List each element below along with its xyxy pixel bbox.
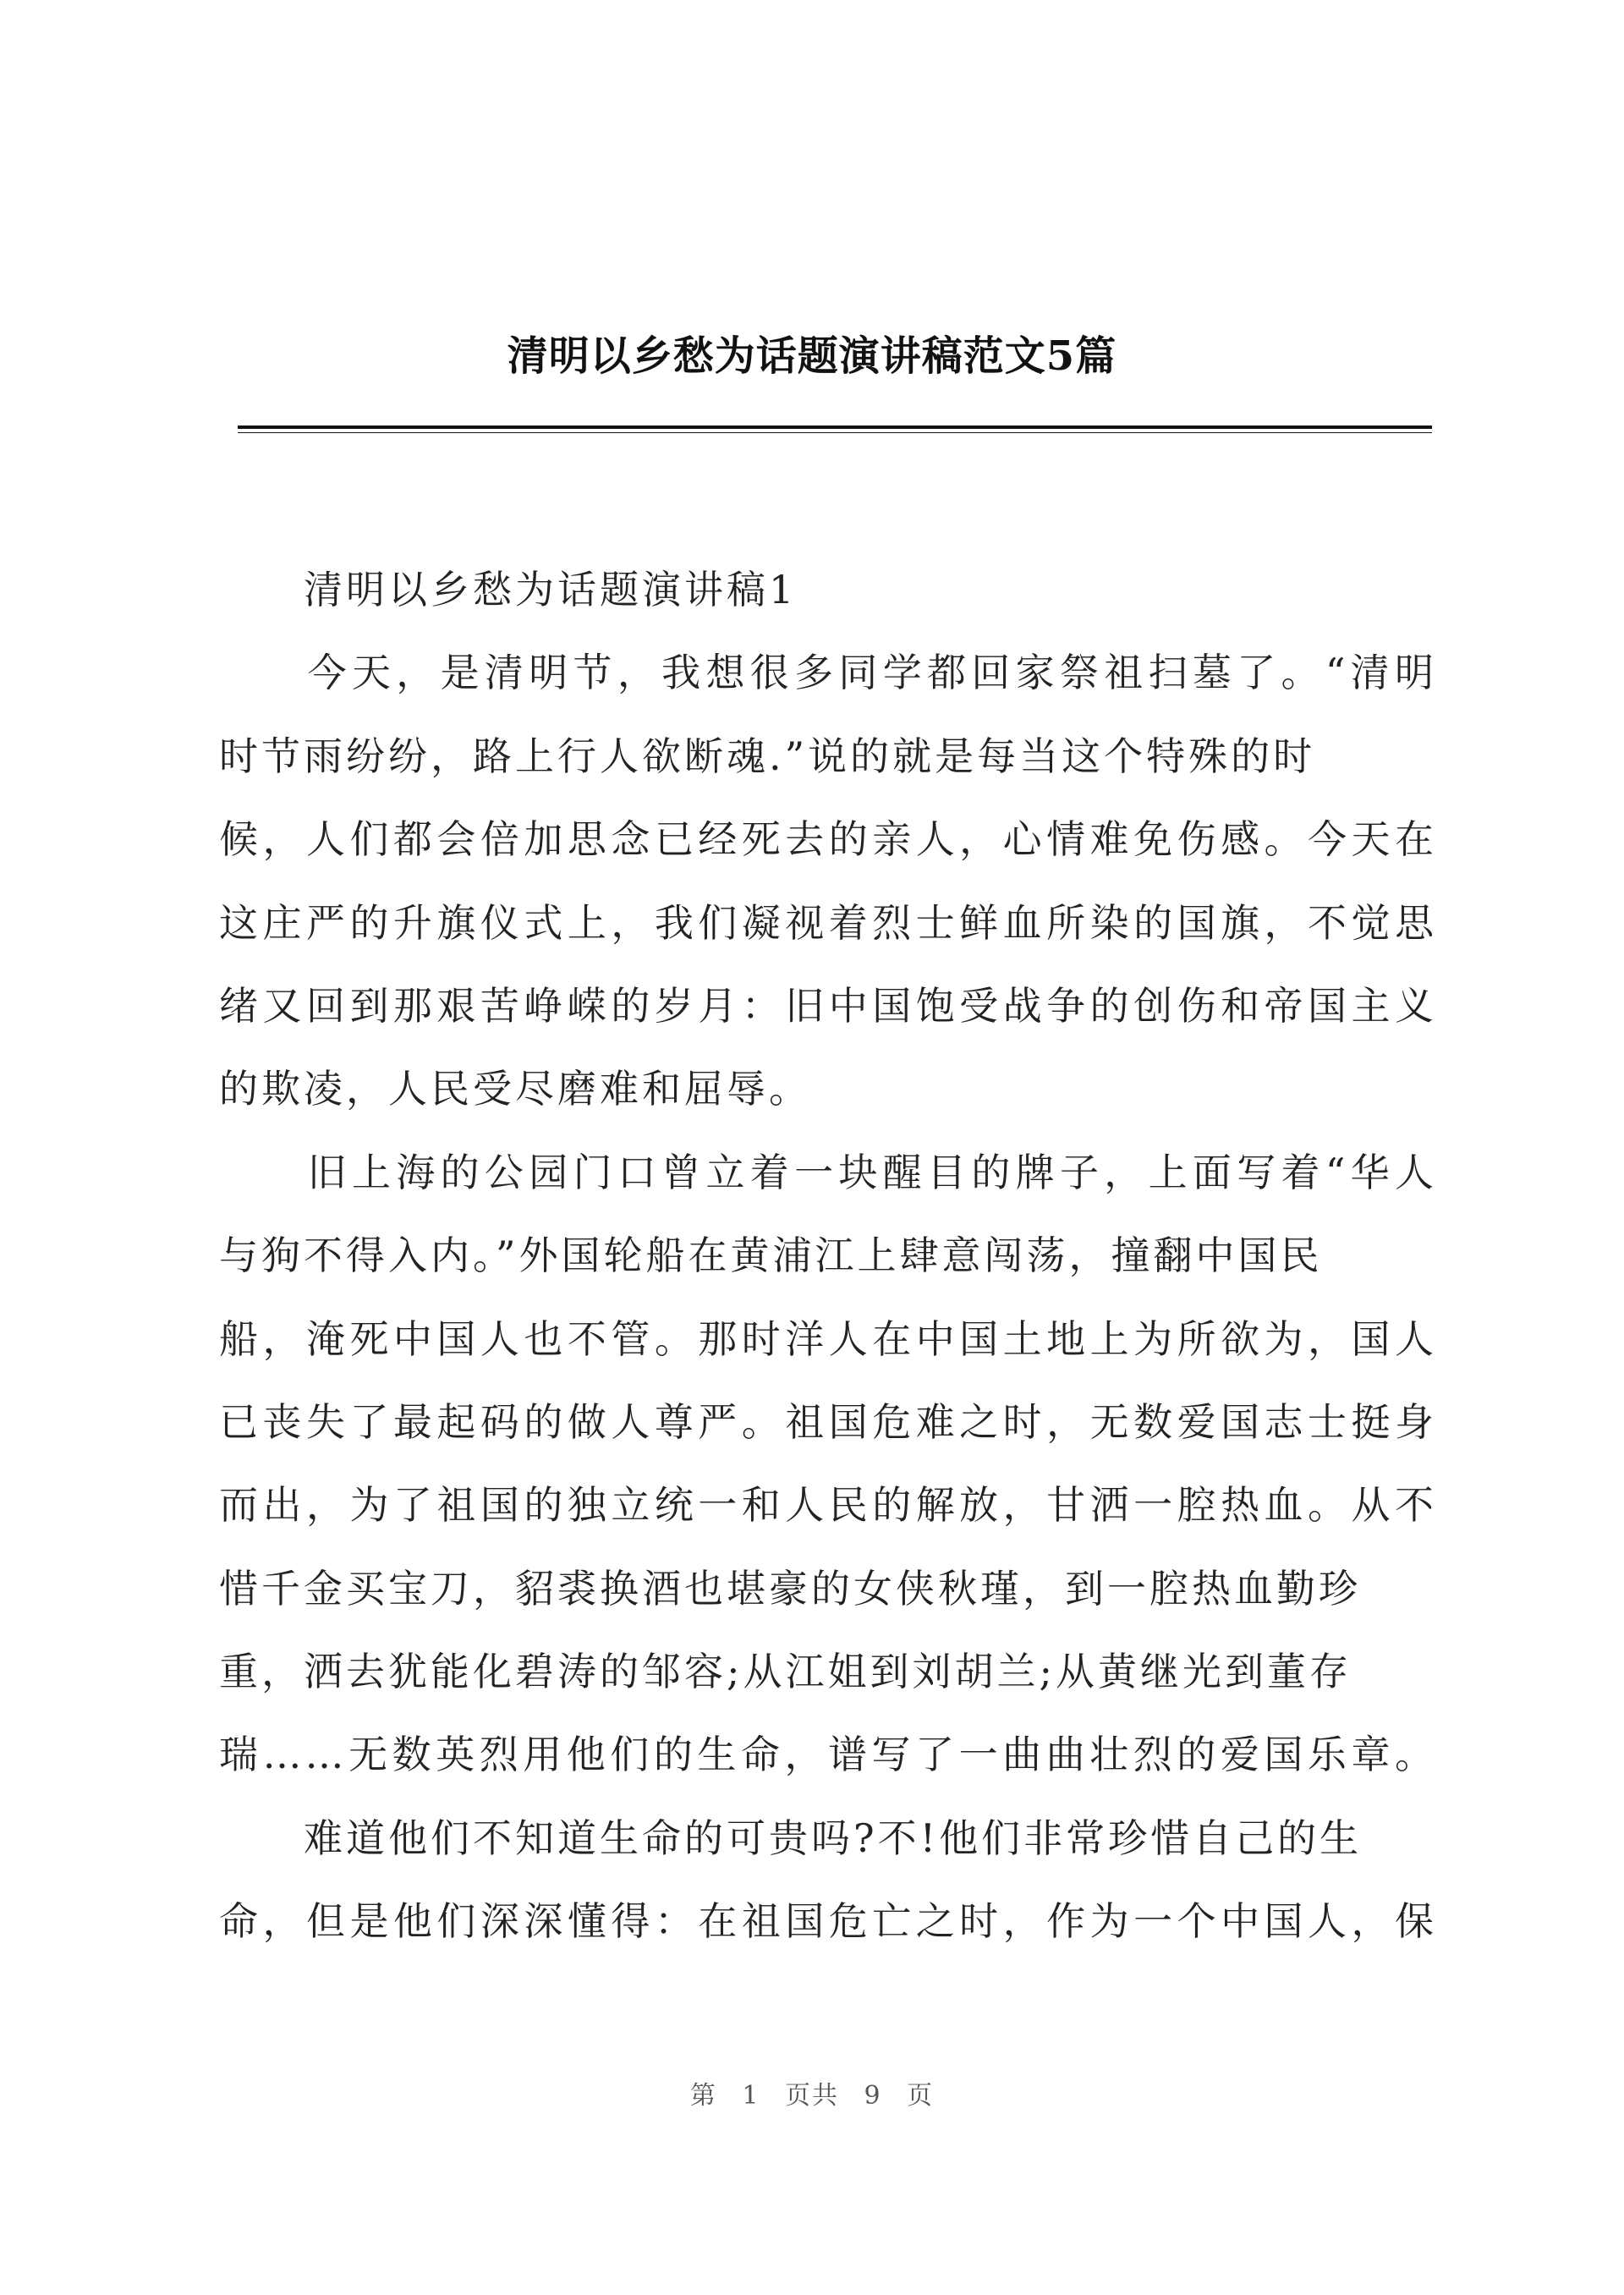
paragraph-line: 惜千金买宝刀，貂裘换酒也堪豪的女侠秋瑾，到一腔热血勤珍 [219, 1565, 1361, 1611]
document-title: 清明以乡愁为话题演讲稿范文5篇 [507, 332, 1117, 380]
paragraph-line: 命，但是他们深深懂得：在祖国危亡之时，作为一个中国人，保 [219, 1898, 1437, 1945]
paragraph-line: 今天，是清明节，我想很多同学都回家祭祖扫墓了。“清明 [219, 650, 1437, 696]
paragraph-line: 重，洒去犹能化碧涛的邹容;从江姐到刘胡兰;从黄继光到董存 [219, 1649, 1352, 1695]
page-footer: 第 1 页共 9 页 [689, 2081, 935, 2111]
paragraph-line: 而出，为了祖国的独立统一和人民的解放，甘洒一腔热血。从不 [219, 1482, 1437, 1529]
paragraph-line: 旧上海的公园门口曾立着一块醒目的牌子，上面写着“华人 [219, 1149, 1437, 1195]
paragraph-line: 绪又回到那艰苦峥嵘的岁月：旧中国饱受战争的创伤和帝国主义 [219, 982, 1437, 1029]
paragraph-line: 已丧失了最起码的做人尊严。祖国危难之时，无数爱国志士挺身 [219, 1398, 1437, 1445]
paragraph-line: 的欺凌，人民受尽磨难和屈辱。 [219, 1066, 811, 1112]
paragraph-line: 候，人们都会倍加思念已经死去的亲人，心情难免伤感。今天在 [219, 816, 1437, 863]
section-heading: 清明以乡愁为话题演讲稿1 [219, 567, 798, 612]
title-divider [238, 426, 1432, 433]
paragraph-line: 这庄严的升旗仪式上，我们凝视着烈士鲜血所染的国旗，不觉思 [219, 899, 1437, 946]
paragraph-line: 瑞……无数英烈用他们的生命，谱写了一曲曲壮烈的爱国乐章。 [219, 1732, 1437, 1778]
document-body [219, 548, 1437, 1963]
paragraph-line: 难道他们不知道生命的可贵吗?不!他们非常珍惜自己的生 [219, 1815, 1363, 1861]
paragraph-line: 时节雨纷纷，路上行人欲断魂.”说的就是每当这个特殊的时 [219, 733, 1316, 779]
paragraph-line: 船，淹死中国人也不管。那时洋人在中国土地上为所欲为，国人 [219, 1315, 1437, 1362]
paragraph-line: 与狗不得入内。”外国轮船在黄浦江上肆意闯荡，撞翻中国民 [219, 1233, 1323, 1279]
